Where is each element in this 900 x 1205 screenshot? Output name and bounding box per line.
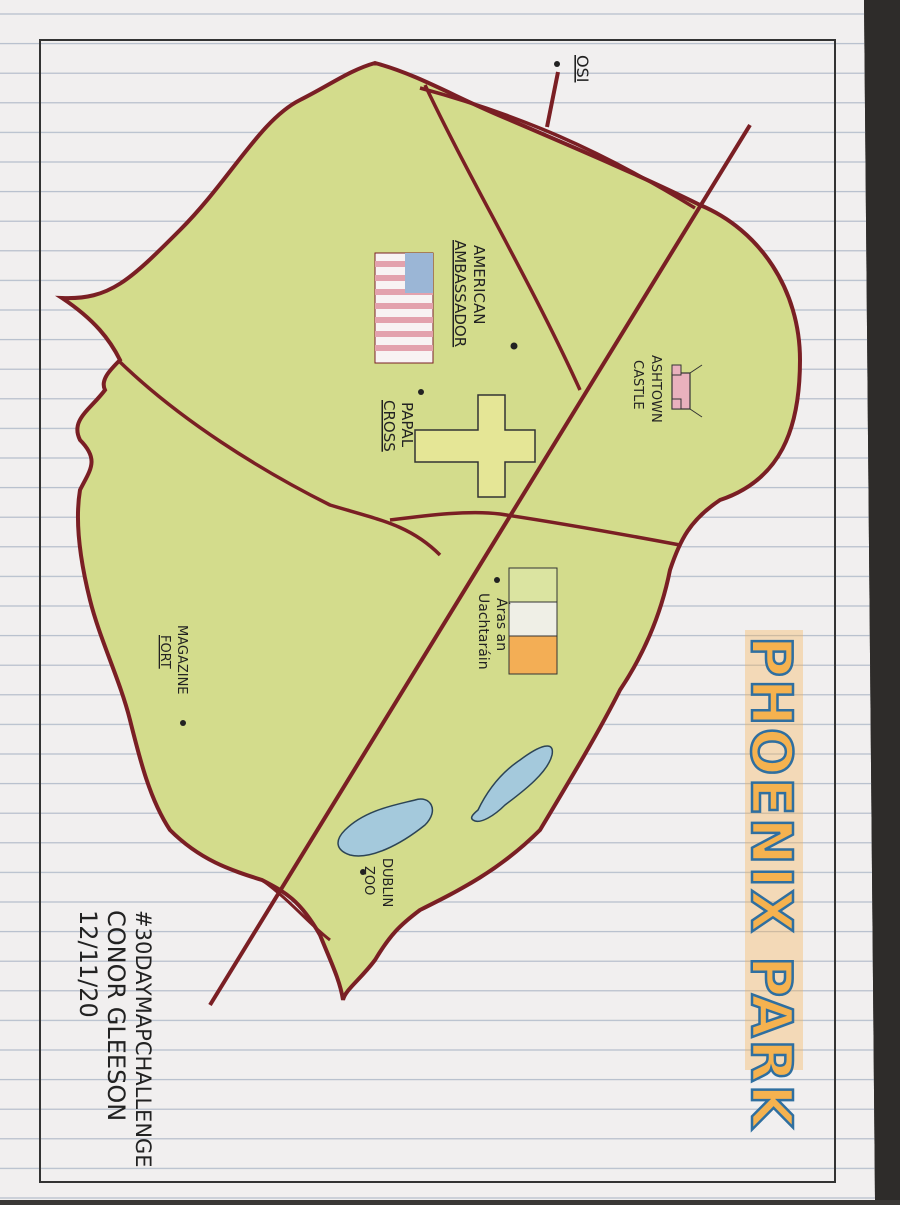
map-title: PHOENIX PARK — [738, 636, 803, 1130]
label-magazine-2: FORT — [157, 635, 172, 669]
label-magazine-1: MAGAZINE — [174, 625, 189, 695]
credit-author: CONOR GLEESON — [102, 910, 130, 1122]
label-osi: OSI — [573, 55, 592, 83]
label-ashtown-2: CASTLE — [630, 360, 645, 410]
location-dot — [511, 343, 518, 350]
location-dot — [180, 720, 186, 726]
location-dot — [554, 61, 560, 67]
label-american-1: AMERICAN — [470, 245, 488, 325]
label-zoo-2: ZOO — [361, 866, 376, 896]
label-aras-1: Áras an — [493, 598, 509, 652]
label-papal-1: PAPAL — [398, 402, 416, 448]
label-ashtown-1: ASHTOWN — [648, 355, 663, 423]
label-american-2: AMBASSADOR — [451, 240, 469, 348]
us-flag-icon — [375, 253, 433, 363]
label-zoo-1: DUBLIN — [379, 858, 394, 908]
location-dot — [418, 389, 424, 395]
label-papal-2: CROSS — [380, 400, 398, 452]
credit-date: 12/11/20 — [74, 910, 102, 1018]
irish-flag-icon — [509, 568, 557, 674]
location-dot — [494, 577, 500, 583]
credit-hashtag: #30DAYMAPCHALLENGE — [131, 910, 155, 1168]
label-aras-2: Uachtaráin — [475, 593, 491, 670]
